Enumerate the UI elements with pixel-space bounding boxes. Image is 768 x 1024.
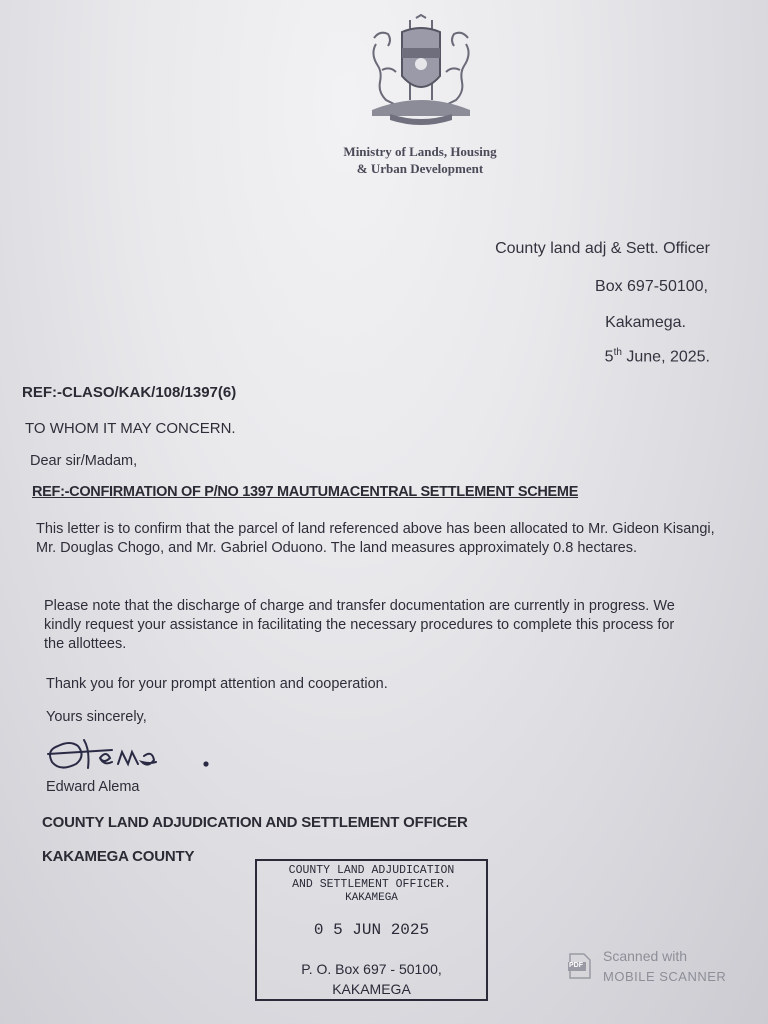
paragraph-request: Please note that the discharge of charge and transfer documentation are currently in progress. We kindly request your assistance in facilitating the necessary procedures to complete this process for the allottees. <box>44 598 675 652</box>
coat-of-arms-icon <box>362 14 480 126</box>
reference-number: REF:-CLASO/KAK/108/1397(6) <box>22 384 237 401</box>
watermark-line-2: MOBILE SCANNER <box>603 969 727 984</box>
letter-date <box>605 347 710 366</box>
stamp-line-3: KAKAMEGA <box>345 892 398 904</box>
sender-town: Kakamega. <box>605 314 686 331</box>
stamp-line-2: AND SETTLEMENT OFFICER. <box>292 878 451 891</box>
stamp-address: P. O. Box 697 - 50100, <box>301 961 442 977</box>
sender-office: County land adj & Sett. Officer <box>495 240 710 257</box>
addressee: TO WHOM IT MAY CONCERN. <box>25 420 236 437</box>
watermark-line-1: Scanned with <box>603 948 688 964</box>
closing: Yours sincerely, <box>46 709 147 725</box>
signatory-title: COUNTY LAND ADJUDICATION AND SETTLEMENT OFFICER <box>42 814 468 831</box>
stamp-town: KAKAMEGA <box>332 981 411 997</box>
scanner-watermark <box>568 946 748 988</box>
salutation: Dear sir/Madam, <box>30 453 138 469</box>
date-day: 5 <box>604 348 614 366</box>
subject-line: REF:-CONFIRMATION OF P/NO 1397 MAUTUMACENTRAL SETTLEMENT SCHEME <box>32 484 579 500</box>
handwritten-signature <box>40 734 215 776</box>
official-stamp <box>255 859 488 1001</box>
paragraph-confirmation: This letter is to confirm that the parcel of land referenced above has been allocated to Mr. Gideon Kisangi, Mr. Douglas Chogo, and Mr. Gabriel Oduono. The land measures approximately 0.8 hectares. <box>36 521 715 556</box>
date-rest: June, 2025. <box>621 348 710 366</box>
pdf-badge: PDF <box>569 962 583 969</box>
sender-box: Box 697-50100, <box>595 278 708 295</box>
stamp-line-1: COUNTY LAND ADJUDICATION <box>288 864 455 877</box>
stamp-date: 0 5 JUN 2025 <box>313 921 430 939</box>
signatory-name: Edward Alema <box>46 779 140 795</box>
date-suffix: th <box>613 347 622 358</box>
ministry-line-1: Ministry of Lands, Housing <box>343 144 497 159</box>
signatory-county: KAKAMEGA COUNTY <box>42 848 195 865</box>
pdf-scanner-icon <box>568 952 592 980</box>
paragraph-thanks: Thank you for your prompt attention and cooperation. <box>46 676 388 692</box>
ministry-line-2: & Urban Development <box>356 161 484 176</box>
ministry-name <box>300 143 540 177</box>
